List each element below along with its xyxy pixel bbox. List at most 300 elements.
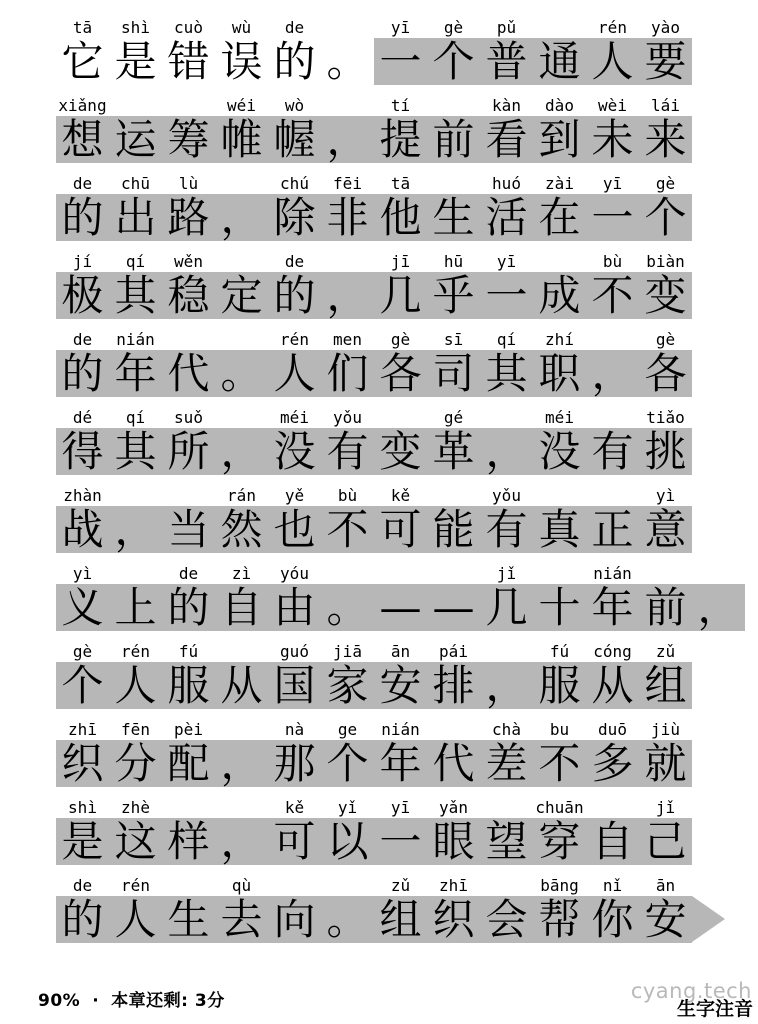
pinyin-label xyxy=(480,636,533,662)
chinese-char: ， xyxy=(109,506,162,553)
pinyin-label: bù xyxy=(337,486,358,505)
char-cell xyxy=(321,12,374,85)
pinyin-label: bu xyxy=(549,720,570,739)
chinese-char: 不 xyxy=(321,506,374,553)
text-lines[interactable] xyxy=(56,12,758,948)
chinese-char: 运 xyxy=(109,116,162,163)
pinyin-label: gè xyxy=(655,330,676,349)
char-cell xyxy=(268,246,321,319)
chinese-char: ， xyxy=(215,428,268,475)
pinyin-label: qí xyxy=(496,330,517,349)
pinyin-label: tā xyxy=(390,174,411,193)
pinyin-label: pái xyxy=(439,642,468,661)
pinyin-label: dào xyxy=(545,96,574,115)
pinyin-label: biàn xyxy=(646,252,685,271)
pinyin-label xyxy=(427,558,480,584)
chinese-char: 上 xyxy=(109,584,162,631)
pinyin-label: ān xyxy=(655,876,676,895)
char-cell xyxy=(162,558,215,631)
chinese-char: 前 xyxy=(639,584,692,631)
char-cell xyxy=(639,168,692,241)
char-cell xyxy=(586,870,639,943)
chinese-char: 他 xyxy=(374,194,427,241)
pinyin-label: wèi xyxy=(598,96,627,115)
chinese-char: 然 xyxy=(215,506,268,553)
char-cell xyxy=(321,636,374,709)
pinyin-label: shì xyxy=(121,18,150,37)
chinese-char: 个 xyxy=(427,38,480,85)
chinese-char: 国 xyxy=(268,662,321,709)
pinyin-label: yī xyxy=(390,18,411,37)
pinyin-label: shì xyxy=(68,798,97,817)
chinese-char: 意 xyxy=(639,506,692,553)
pinyin-label: yì xyxy=(655,486,676,505)
pinyin-label: zǔ xyxy=(390,876,411,895)
chinese-char: 误 xyxy=(220,37,263,86)
app-name: 生字注音 xyxy=(676,998,753,1020)
pinyin-label: jiā xyxy=(333,642,362,661)
chinese-char: 人 xyxy=(109,662,162,709)
chinese-char: 眼 xyxy=(427,818,480,865)
pinyin-label: rén xyxy=(598,18,627,37)
chinese-char: 会 xyxy=(480,896,533,943)
continuation-arrow-icon xyxy=(692,896,725,942)
pinyin-label: wò xyxy=(284,96,305,115)
chinese-char: 战 xyxy=(56,506,109,553)
chinese-char: 差 xyxy=(480,740,533,787)
chapter-time-remaining: 本章还剩: 3分 xyxy=(111,991,225,1011)
char-cell xyxy=(427,90,480,163)
chinese-char: 它 xyxy=(61,37,104,86)
pinyin-label: fēn xyxy=(121,720,150,739)
pinyin-label: chuān xyxy=(535,798,584,817)
char-cell xyxy=(586,12,639,85)
char-cell xyxy=(427,168,480,241)
pinyin-label xyxy=(480,870,533,896)
pinyin-label xyxy=(427,90,480,116)
pinyin-label: wěn xyxy=(174,252,203,271)
pinyin-label: zhī xyxy=(439,876,468,895)
chinese-char: 服 xyxy=(162,662,215,709)
char-cell xyxy=(427,636,480,709)
chinese-char: 个 xyxy=(321,740,374,787)
pinyin-label: rán xyxy=(227,486,256,505)
chinese-char: 未 xyxy=(586,116,639,163)
text-line xyxy=(56,792,758,865)
char-cell xyxy=(56,90,109,163)
chinese-char: 家 xyxy=(321,662,374,709)
pinyin-label: nián xyxy=(593,564,632,583)
pinyin-label: zì xyxy=(231,564,252,583)
chinese-char: 提 xyxy=(374,116,427,163)
char-cell xyxy=(427,558,480,631)
pinyin-label: ān xyxy=(390,642,411,661)
chinese-char: 其 xyxy=(109,272,162,319)
pinyin-label: fú xyxy=(549,642,570,661)
pinyin-label: yǒu xyxy=(333,408,362,427)
chinese-char: 在 xyxy=(533,194,586,241)
chinese-char: 一 xyxy=(586,194,639,241)
pinyin-label: jǐ xyxy=(655,798,676,817)
pinyin-label: jiù xyxy=(651,720,680,739)
char-cell xyxy=(533,246,586,319)
pinyin-label: lái xyxy=(651,96,680,115)
char-cell xyxy=(533,324,586,397)
chinese-char: 除 xyxy=(268,194,321,241)
pinyin-label xyxy=(586,402,639,428)
char-cell xyxy=(427,870,480,943)
pinyin-label xyxy=(321,12,374,38)
char-cell xyxy=(480,480,533,553)
pinyin-label xyxy=(215,402,268,428)
char-cell xyxy=(480,636,533,709)
char-cell xyxy=(480,714,533,787)
chinese-char: 各 xyxy=(639,350,692,397)
pinyin-label: pǔ xyxy=(496,18,517,37)
chinese-char: 义 xyxy=(56,584,109,631)
pinyin-label xyxy=(162,90,215,116)
char-cell xyxy=(692,558,745,631)
char-cell xyxy=(639,90,692,163)
chinese-char: 革 xyxy=(427,428,480,475)
pinyin-label: wù xyxy=(231,18,252,37)
chinese-char: 有 xyxy=(586,428,639,475)
pinyin-label xyxy=(215,246,268,272)
chinese-char: 一 xyxy=(480,272,533,319)
char-cell xyxy=(639,402,692,475)
char-cell xyxy=(639,636,692,709)
chinese-char: 普 xyxy=(480,38,533,85)
pinyin-label xyxy=(215,792,268,818)
pinyin-label: yī xyxy=(390,798,411,817)
char-cell xyxy=(321,90,374,163)
char-cell xyxy=(56,558,109,631)
char-cell xyxy=(374,12,427,85)
chinese-char: 生 xyxy=(162,896,215,943)
pinyin-label xyxy=(533,558,586,584)
chinese-char: 织 xyxy=(427,896,480,943)
char-cell xyxy=(215,168,268,241)
pinyin-label: de xyxy=(178,564,199,583)
pinyin-label: zhī xyxy=(68,720,97,739)
char-cell xyxy=(162,870,215,943)
char-cell xyxy=(586,324,639,397)
pinyin-label: bù xyxy=(602,252,623,271)
chinese-char: 路 xyxy=(162,194,215,241)
text-line xyxy=(56,12,758,85)
char-cell xyxy=(109,12,162,85)
pinyin-label: de xyxy=(284,252,305,271)
pinyin-label xyxy=(533,480,586,506)
pinyin-label: gè xyxy=(72,642,93,661)
chinese-char: 组 xyxy=(639,662,692,709)
pinyin-label: men xyxy=(333,330,362,349)
chinese-char: ， xyxy=(321,116,374,163)
pinyin-label: tí xyxy=(390,96,411,115)
char-cell xyxy=(374,558,427,631)
pinyin-label: jǐ xyxy=(496,564,517,583)
chinese-char: 成 xyxy=(533,272,586,319)
pinyin-label xyxy=(162,870,215,896)
chinese-char: 年 xyxy=(109,350,162,397)
char-cell xyxy=(321,246,374,319)
chinese-char: 。 xyxy=(321,584,374,631)
pinyin-label xyxy=(268,870,321,896)
char-cell xyxy=(374,870,427,943)
char-cell xyxy=(162,714,215,787)
pinyin-label: rén xyxy=(121,876,150,895)
pinyin-label: tā xyxy=(72,18,93,37)
chinese-char: 不 xyxy=(533,740,586,787)
char-cell xyxy=(480,246,533,319)
pinyin-label xyxy=(321,870,374,896)
char-cell xyxy=(162,90,215,163)
char-cell xyxy=(321,480,374,553)
chinese-char: 不 xyxy=(586,272,639,319)
chinese-char: 非 xyxy=(321,194,374,241)
chinese-char: 前 xyxy=(427,116,480,163)
pinyin-label: gè xyxy=(443,18,464,37)
char-cell xyxy=(586,402,639,475)
chinese-char: 的 xyxy=(268,272,321,319)
char-cell xyxy=(321,870,374,943)
char-cell xyxy=(215,558,268,631)
char-cell xyxy=(268,90,321,163)
char-cell xyxy=(533,480,586,553)
chinese-char: 是 xyxy=(56,818,109,865)
pinyin-label: nà xyxy=(284,720,305,739)
chinese-char: 服 xyxy=(533,662,586,709)
pinyin-label: fēi xyxy=(333,174,362,193)
chinese-char: 人 xyxy=(109,896,162,943)
chinese-char: 组 xyxy=(374,896,427,943)
char-cell xyxy=(586,480,639,553)
chinese-char: 自 xyxy=(586,818,639,865)
char-cell xyxy=(321,168,374,241)
pinyin-label: sī xyxy=(443,330,464,349)
chinese-char: 由 xyxy=(268,584,321,631)
chinese-char: 个 xyxy=(56,662,109,709)
pinyin-label: chú xyxy=(280,174,309,193)
char-cell xyxy=(480,12,533,85)
chinese-char: 十 xyxy=(533,584,586,631)
char-cell xyxy=(586,636,639,709)
chinese-char: 稳 xyxy=(162,272,215,319)
pinyin-label xyxy=(586,324,639,350)
pinyin-label: kě xyxy=(390,486,411,505)
chinese-char: ， xyxy=(586,350,639,397)
char-cell xyxy=(109,246,162,319)
pinyin-label xyxy=(692,558,745,584)
char-cell xyxy=(215,324,268,397)
char-cell xyxy=(533,870,586,943)
char-cell xyxy=(374,636,427,709)
char-cell xyxy=(215,792,268,865)
char-cell xyxy=(268,714,321,787)
char-cell xyxy=(56,870,109,943)
char-cell xyxy=(56,324,109,397)
chinese-char: 乎 xyxy=(427,272,480,319)
pinyin-label xyxy=(427,714,480,740)
char-cell xyxy=(109,870,162,943)
chinese-char: 一 xyxy=(374,818,427,865)
chinese-char: 所 xyxy=(162,428,215,475)
pinyin-label: qí xyxy=(125,252,146,271)
text-line xyxy=(56,246,758,319)
chinese-char: 可 xyxy=(374,506,427,553)
chinese-char: 就 xyxy=(639,740,692,787)
pinyin-label: xiǎng xyxy=(58,96,107,115)
char-cell xyxy=(639,558,692,631)
chinese-char: ， xyxy=(215,740,268,787)
chinese-char: 己 xyxy=(639,818,692,865)
pinyin-label xyxy=(321,246,374,272)
text-line xyxy=(56,90,758,163)
pinyin-label: zǔ xyxy=(655,642,676,661)
pinyin-label: yǒu xyxy=(492,486,521,505)
chinese-char: 职 xyxy=(533,350,586,397)
pinyin-label xyxy=(321,90,374,116)
char-cell xyxy=(162,246,215,319)
pinyin-label: nián xyxy=(116,330,155,349)
pinyin-label xyxy=(533,246,586,272)
pinyin-label: yǐ xyxy=(337,798,358,817)
chinese-char: 有 xyxy=(480,506,533,553)
text-line xyxy=(56,870,758,943)
chinese-char: 是 xyxy=(114,37,157,86)
char-cell xyxy=(56,168,109,241)
chinese-char: 司 xyxy=(427,350,480,397)
chinese-char: 幄 xyxy=(268,116,321,163)
pinyin-label: yī xyxy=(602,174,623,193)
pinyin-label: kàn xyxy=(492,96,521,115)
char-cell xyxy=(639,480,692,553)
char-cell xyxy=(480,168,533,241)
watermark: cyang.tech xyxy=(630,979,752,1003)
chinese-char: 望 xyxy=(480,818,533,865)
chinese-char: 筹 xyxy=(162,116,215,163)
chinese-char: ， xyxy=(215,194,268,241)
pinyin-label xyxy=(215,324,268,350)
chinese-char: 人 xyxy=(586,38,639,85)
char-cell xyxy=(109,558,162,631)
chinese-char: 代 xyxy=(427,740,480,787)
char-cell xyxy=(268,480,321,553)
char-cell xyxy=(427,324,480,397)
pinyin-label: rén xyxy=(280,330,309,349)
chinese-char: 生 xyxy=(427,194,480,241)
char-cell xyxy=(56,636,109,709)
chinese-char: ， xyxy=(692,584,745,631)
pinyin-label: yào xyxy=(651,18,680,37)
char-cell xyxy=(268,792,321,865)
chinese-char: 看 xyxy=(480,116,533,163)
char-cell xyxy=(586,792,639,865)
pinyin-label xyxy=(109,558,162,584)
char-cell xyxy=(374,168,427,241)
chinese-char: 当 xyxy=(162,506,215,553)
chinese-char: 去 xyxy=(215,896,268,943)
chinese-char: 能 xyxy=(427,506,480,553)
char-cell xyxy=(427,246,480,319)
chinese-char: 可 xyxy=(268,818,321,865)
chinese-char: 几 xyxy=(374,272,427,319)
chinese-char: 人 xyxy=(268,350,321,397)
chinese-char: 变 xyxy=(374,428,427,475)
char-cell xyxy=(109,636,162,709)
chinese-char: 年 xyxy=(374,740,427,787)
pinyin-label xyxy=(586,480,639,506)
chinese-char: 出 xyxy=(109,194,162,241)
pinyin-label xyxy=(533,12,586,38)
chinese-char: ， xyxy=(480,428,533,475)
char-cell xyxy=(374,90,427,163)
pinyin-label: kě xyxy=(284,798,305,817)
chinese-char: 这 xyxy=(109,818,162,865)
pinyin-label: de xyxy=(72,876,93,895)
chinese-char: 通 xyxy=(533,38,586,85)
char-cell xyxy=(268,870,321,943)
char-cell xyxy=(533,12,586,85)
chinese-char: 的 xyxy=(56,194,109,241)
char-cell xyxy=(268,324,321,397)
chinese-char: 一 xyxy=(374,38,427,85)
pinyin-label: cóng xyxy=(593,642,632,661)
chinese-char: 排 xyxy=(427,662,480,709)
text-line xyxy=(56,558,758,631)
char-cell xyxy=(109,402,162,475)
progress-percent: 90% xyxy=(38,991,81,1011)
chinese-char: 的 xyxy=(162,584,215,631)
chinese-char: 想 xyxy=(56,116,109,163)
pinyin-label xyxy=(480,402,533,428)
chinese-char: 个 xyxy=(639,194,692,241)
pinyin-label: fú xyxy=(178,642,199,661)
chinese-char: 错 xyxy=(167,37,210,86)
char-cell xyxy=(639,714,692,787)
pinyin-label: de xyxy=(284,18,305,37)
char-cell xyxy=(109,168,162,241)
pinyin-label xyxy=(162,480,215,506)
chinese-char: 没 xyxy=(533,428,586,475)
char-cell xyxy=(586,168,639,241)
pinyin-label xyxy=(321,558,374,584)
char-cell xyxy=(586,246,639,319)
char-cell xyxy=(639,12,692,85)
char-cell xyxy=(56,480,109,553)
char-cell xyxy=(215,12,268,85)
char-cell xyxy=(374,324,427,397)
char-cell xyxy=(215,402,268,475)
chinese-char: 其 xyxy=(109,428,162,475)
pinyin-label: gè xyxy=(655,174,676,193)
chinese-char: 。 xyxy=(321,896,374,943)
char-cell xyxy=(586,714,639,787)
chinese-char: 向 xyxy=(268,896,321,943)
char-cell xyxy=(533,90,586,163)
pinyin-label xyxy=(215,168,268,194)
pinyin-label xyxy=(374,402,427,428)
char-cell xyxy=(56,402,109,475)
pinyin-label: qí xyxy=(125,408,146,427)
pinyin-label: rén xyxy=(121,642,150,661)
char-cell xyxy=(533,402,586,475)
chinese-char: 年 xyxy=(586,584,639,631)
pinyin-label: cuò xyxy=(174,18,203,37)
char-cell xyxy=(639,324,692,397)
pinyin-label xyxy=(109,90,162,116)
char-cell xyxy=(427,402,480,475)
